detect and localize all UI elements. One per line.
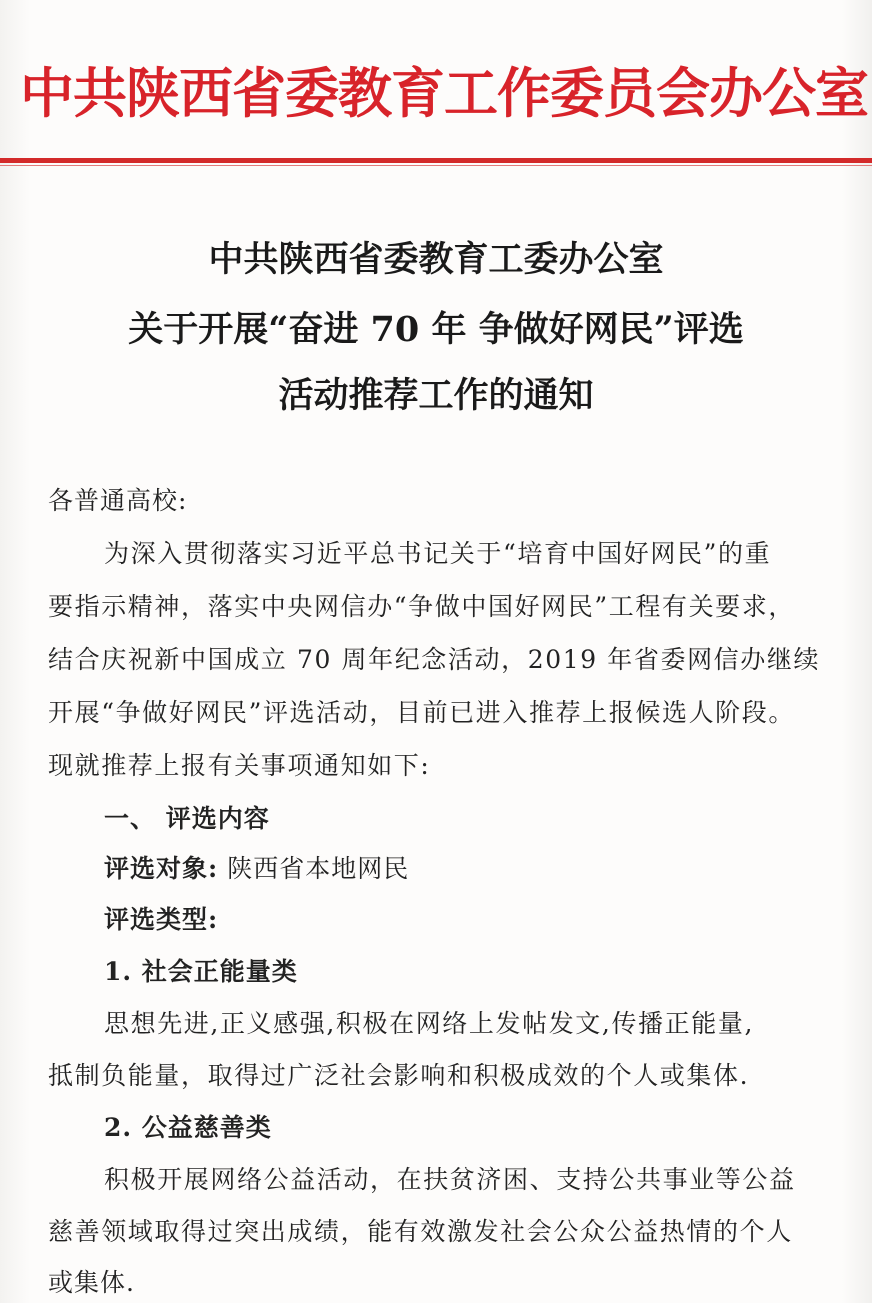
notice-title-line-3: 活动推荐工作的通知	[278, 375, 594, 416]
intro-line-5: 现就推荐上报有关事项通知如下:	[48, 751, 431, 780]
category2-line-3: 或集体.	[48, 1268, 135, 1297]
letterhead-red-rule-thin	[0, 165, 872, 166]
selection-target	[104, 852, 844, 886]
intro-line-2: 要指示精神，落实中央网信办“争做中国好网民”工程有关要求，	[48, 592, 795, 621]
selection-target-label: 评选对象:	[104, 854, 219, 883]
salutation: 各普通高校:	[48, 486, 188, 515]
notice-title-line-1: 中共陕西省委教育工委办公室	[208, 239, 664, 280]
letterhead-title: 中共陕西省委教育工作委员会办公室	[20, 61, 868, 125]
category2-line-1: 积极开展网络公益活动，在扶贫济困、支持公共事业等公益	[104, 1165, 796, 1194]
selection-target-value: 陕西省本地网民	[227, 854, 410, 883]
intro-line-1: 为深入贯彻落实习近平总书记关于“培育中国好网民”的重	[104, 539, 772, 568]
selection-type-label: 评选类型:	[104, 905, 219, 934]
category2-line-2: 慈善领域取得过突出成绩，能有效激发社会公众公益热情的个人	[48, 1217, 793, 1246]
section1-heading: 一、 评选内容	[104, 804, 270, 833]
intro-line-4: 开展“争做好网民”评选活动，目前已进入推荐上报候选人阶段。	[48, 698, 795, 727]
notice-title-line-2: 关于开展“奋进 70 年 争做好网民”评选	[128, 309, 744, 350]
category2-heading: 2. 公益慈善类	[104, 1113, 272, 1142]
intro-line-3: 结合庆祝新中国成立 70 周年纪念活动，2019 年省委网信办继续	[48, 645, 821, 674]
letterhead-red-rule	[0, 158, 872, 163]
category1-line-2: 抵制负能量，取得过广泛社会影响和积极成效的个人或集体.	[48, 1061, 750, 1090]
category1-line-1: 思想先进,正义感强,积极在网络上发帖发文,传播正能量,	[104, 1009, 754, 1038]
category1-heading: 1. 社会正能量类	[104, 957, 298, 986]
